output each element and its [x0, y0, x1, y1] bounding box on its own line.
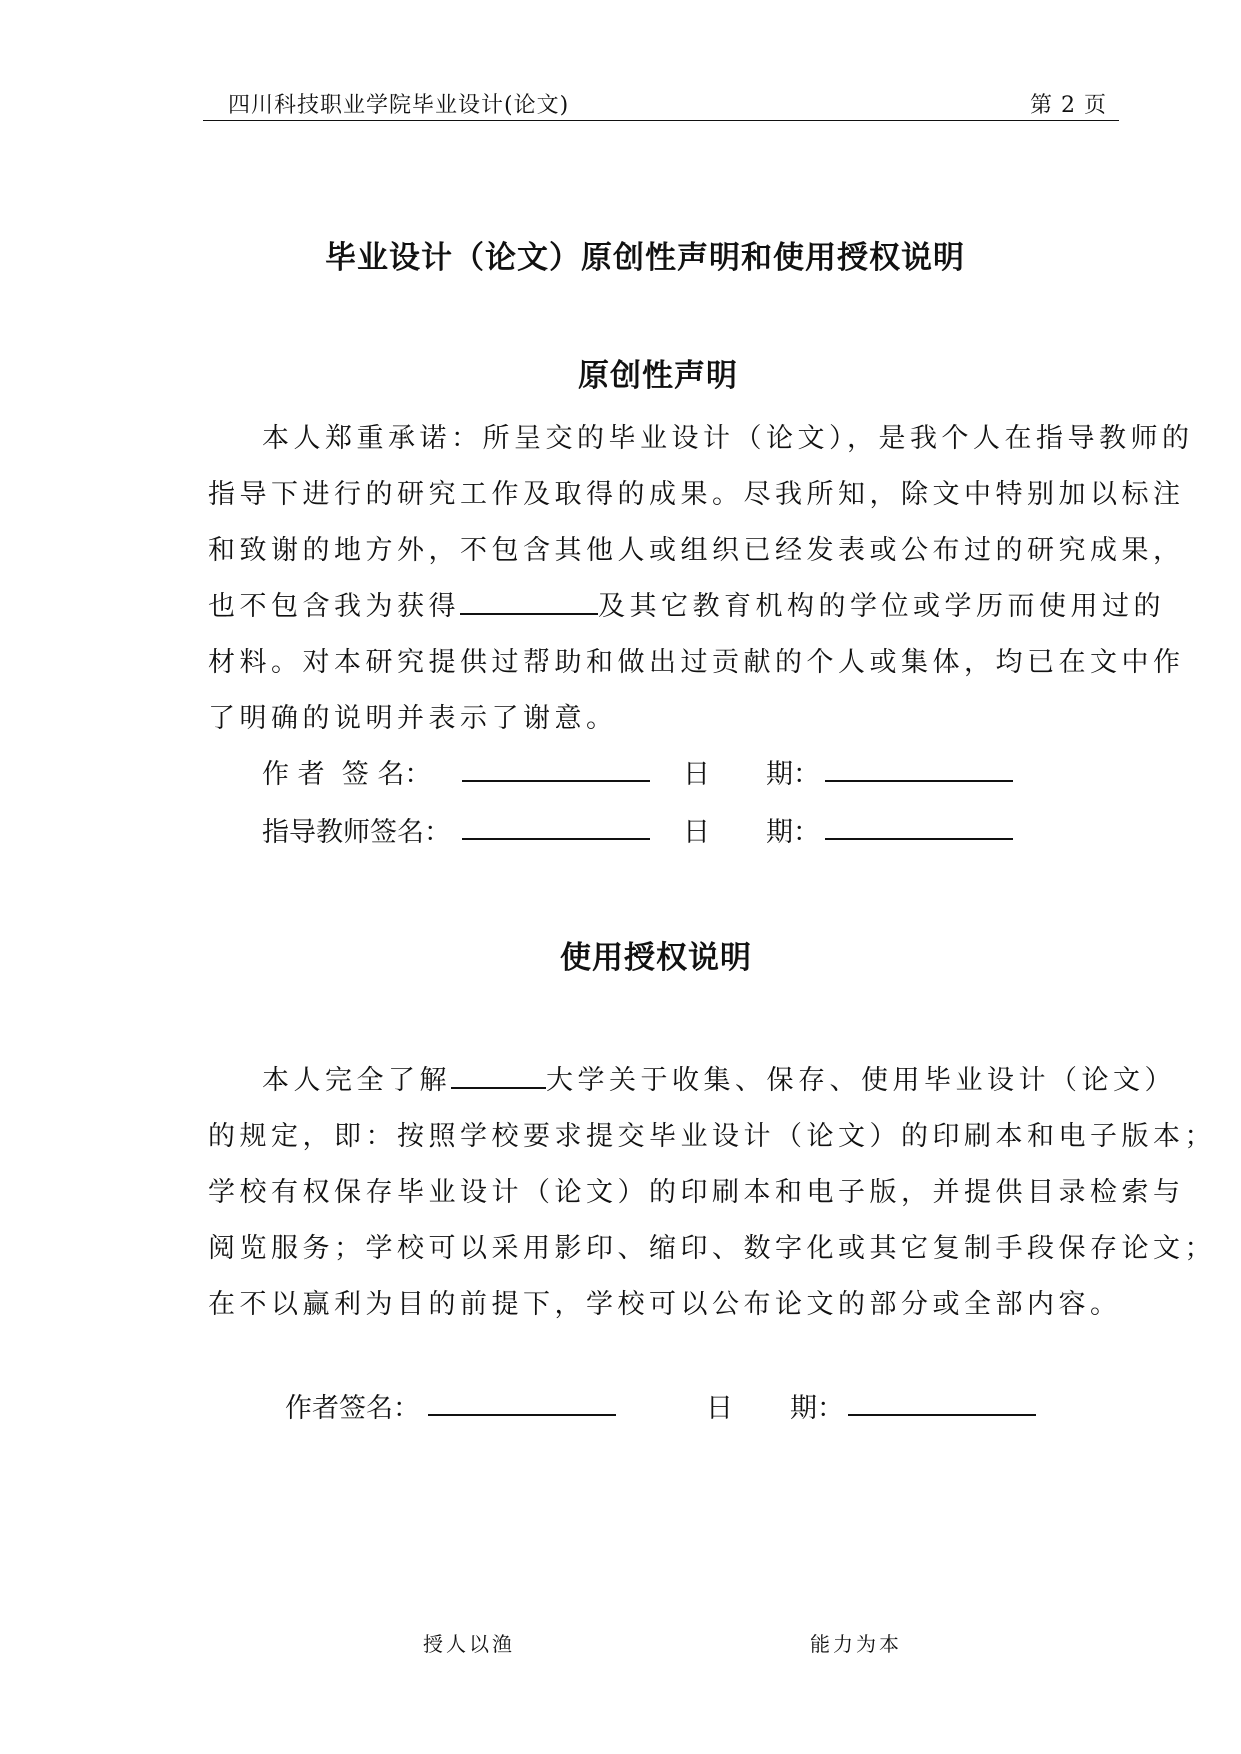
authorization-text-line	[262, 1058, 1176, 1097]
authorization-text-line: 在不以赢利为目的前提下，学校可以公布论文的部分或全部内容。	[208, 1289, 1122, 1320]
author-signature-label: 作者签名：	[285, 1393, 420, 1424]
originality-text-line: 材料。对本研究提供过帮助和做出过贡献的个人或集体，均已在文中作	[208, 647, 1185, 678]
date-label-ri: 日	[683, 817, 710, 848]
originality-text-line	[208, 584, 1165, 623]
page-number: 第 2 页	[1030, 93, 1107, 118]
date-label-qi: 期：	[790, 1393, 844, 1424]
header-rule	[203, 120, 1119, 121]
running-header-title: 四川科技职业学院毕业设计(论文)	[228, 93, 570, 118]
footer-motto-right: 能力为本	[810, 1632, 902, 1656]
authorization-heading: 使用授权说明	[560, 940, 752, 976]
page-title: 毕业设计（论文）原创性声明和使用授权说明	[325, 240, 965, 276]
originality-text-line: 了明确的说明并表示了谢意。	[208, 703, 618, 734]
author-date-field[interactable]	[848, 1388, 1036, 1416]
author-signature-label: 作 者 签 名：	[262, 759, 432, 790]
authorization-text-fragment: 本人完全了解	[262, 1065, 451, 1096]
originality-heading: 原创性声明	[578, 358, 738, 394]
authorization-text-line: 的规定，即：按照学校要求提交毕业设计（论文）的印刷本和电子版本；	[208, 1121, 1216, 1152]
originality-text-line: 本人郑重承诺：所呈交的毕业设计（论文），是我个人在指导教师的	[262, 423, 1194, 454]
author-signature-field[interactable]	[428, 1388, 616, 1416]
teacher-signature-field[interactable]	[462, 812, 650, 840]
date-label-ri: 日	[706, 1393, 733, 1424]
teacher-date-field[interactable]	[825, 812, 1013, 840]
date-label-ri: 日	[683, 759, 710, 790]
date-label-qi: 期：	[766, 817, 820, 848]
teacher-signature-label: 指导教师签名：	[262, 817, 451, 848]
date-label-qi: 期：	[766, 759, 820, 790]
author-signature-field[interactable]	[462, 754, 650, 782]
footer-motto-left: 授人以渔	[423, 1632, 515, 1656]
authorization-text-line: 学校有权保存毕业设计（论文）的印刷本和电子版，并提供目录检索与	[208, 1177, 1185, 1208]
originality-text-line: 和致谢的地方外，不包含其他人或组织已经发表或公布过的研究成果，	[208, 535, 1185, 566]
originality-text-line: 指导下进行的研究工作及取得的成果。尽我所知，除文中特别加以标注	[208, 479, 1185, 510]
originality-text-fragment: 也不包含我为获得	[208, 591, 460, 622]
university-blank[interactable]	[451, 1061, 546, 1089]
institution-blank[interactable]	[460, 587, 598, 615]
author-date-field[interactable]	[825, 754, 1013, 782]
authorization-text-fragment: 大学关于收集、保存、使用毕业设计（论文）	[546, 1065, 1176, 1096]
authorization-text-line: 阅览服务；学校可以采用影印、缩印、数字化或其它复制手段保存论文；	[208, 1233, 1216, 1264]
originality-text-fragment: 及其它教育机构的学位或学历而使用过的	[598, 591, 1165, 622]
